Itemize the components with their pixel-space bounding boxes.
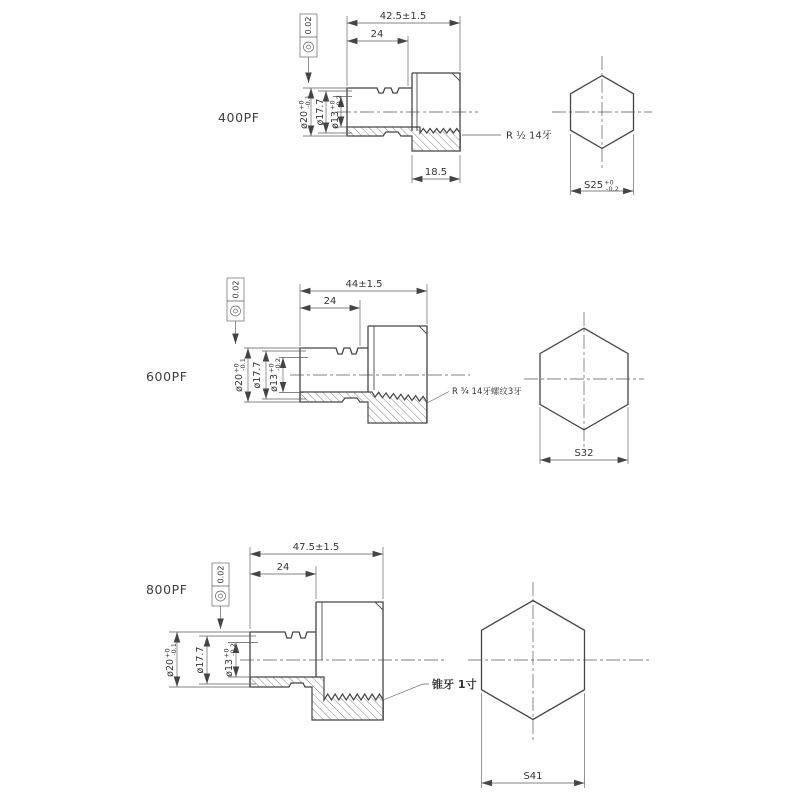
dim-overall-text: 47.5±1.5 xyxy=(292,542,340,553)
part-side-view-800pf xyxy=(240,602,445,720)
tolerance-frame-800pf xyxy=(212,563,229,629)
thread-note-text: R ¾ 14牙螺纹3牙 xyxy=(452,387,522,397)
thread-note-text: 锥牙 1寸 xyxy=(432,678,477,691)
dim-thread-length-text: 18.5 xyxy=(424,167,448,178)
note-leader xyxy=(427,392,449,404)
section-hatch xyxy=(300,392,427,423)
chamfer-line xyxy=(452,73,460,81)
dim-bore-text: $ø13^{+0}-0.2$ xyxy=(267,358,282,392)
hex-dim-text: S41 xyxy=(523,771,543,782)
dim-barb-600pf xyxy=(300,296,360,346)
dim-overall-600pf xyxy=(300,279,427,346)
dim-barb-text: 24 xyxy=(276,562,290,573)
dim-od-text: $ø20^{+0}-0.1$ xyxy=(297,95,312,129)
hex-end-view-400pf xyxy=(552,56,652,195)
dim-barb-text: 24 xyxy=(370,29,384,40)
note-leader xyxy=(383,684,429,700)
section-hatch xyxy=(250,677,383,720)
drawing-400pf xyxy=(218,11,652,195)
thread-note-400pf xyxy=(462,130,552,142)
drawing-800pf xyxy=(146,542,650,788)
tolerance-frame-400pf xyxy=(300,14,317,83)
tolerance-value: 0.02 xyxy=(216,565,226,584)
dim-thread-length-400pf xyxy=(412,155,460,183)
dim-overall-text: 42.5±1.5 xyxy=(379,11,427,22)
section-hatch xyxy=(347,127,460,151)
part-label-800pf: 800PF xyxy=(146,582,188,597)
dim-overall-400pf xyxy=(347,11,460,86)
dim-bore-text: $ø13^{+0}-0.2$ xyxy=(222,643,237,677)
dim-overall-text: 44±1.5 xyxy=(345,279,383,290)
dim-barb-text: 24 xyxy=(323,296,337,307)
part-side-view-600pf xyxy=(290,326,470,423)
dim-od-800pf xyxy=(164,632,253,687)
concentricity-icon xyxy=(231,306,241,316)
part-side-view-400pf xyxy=(337,73,478,151)
thread-note-text: R ½ 14牙 xyxy=(506,130,552,142)
drawing-600pf xyxy=(146,278,644,464)
hex-dim-text: $S25^{+0}$ -0.2 xyxy=(584,178,619,193)
dim-bore-text: $ø13^{+0}-0.2$ xyxy=(328,95,343,129)
dim-od-text: $ø20^{+0}-0.1$ xyxy=(232,358,247,392)
part-label-600pf: 600PF xyxy=(146,369,188,384)
dim-mid-text: ø17.7 xyxy=(315,98,326,126)
chamfer-line xyxy=(419,326,427,334)
thread-note-800pf xyxy=(383,677,476,700)
chamfer-line xyxy=(375,602,383,610)
hex-end-view-800pf xyxy=(468,582,650,788)
hex-end-view-600pf xyxy=(524,312,644,464)
tolerance-value: 0.02 xyxy=(304,16,313,35)
tolerance-frame-600pf xyxy=(227,278,244,344)
dim-od-text: $ø20^{+0}-0.1$ xyxy=(163,643,178,677)
hex-dim-text: S32 xyxy=(574,448,594,459)
dim-mid-text: ø17.7 xyxy=(195,646,206,674)
dim-barb-400pf xyxy=(347,29,408,86)
tolerance-value: 0.02 xyxy=(231,280,241,299)
part-label-400pf: 400PF xyxy=(218,110,260,125)
dim-mid-text: ø17.7 xyxy=(252,361,263,389)
concentricity-icon xyxy=(304,42,314,52)
dim-barb-800pf xyxy=(250,562,316,599)
thread-note-600pf xyxy=(427,386,522,403)
concentricity-icon xyxy=(216,591,226,601)
